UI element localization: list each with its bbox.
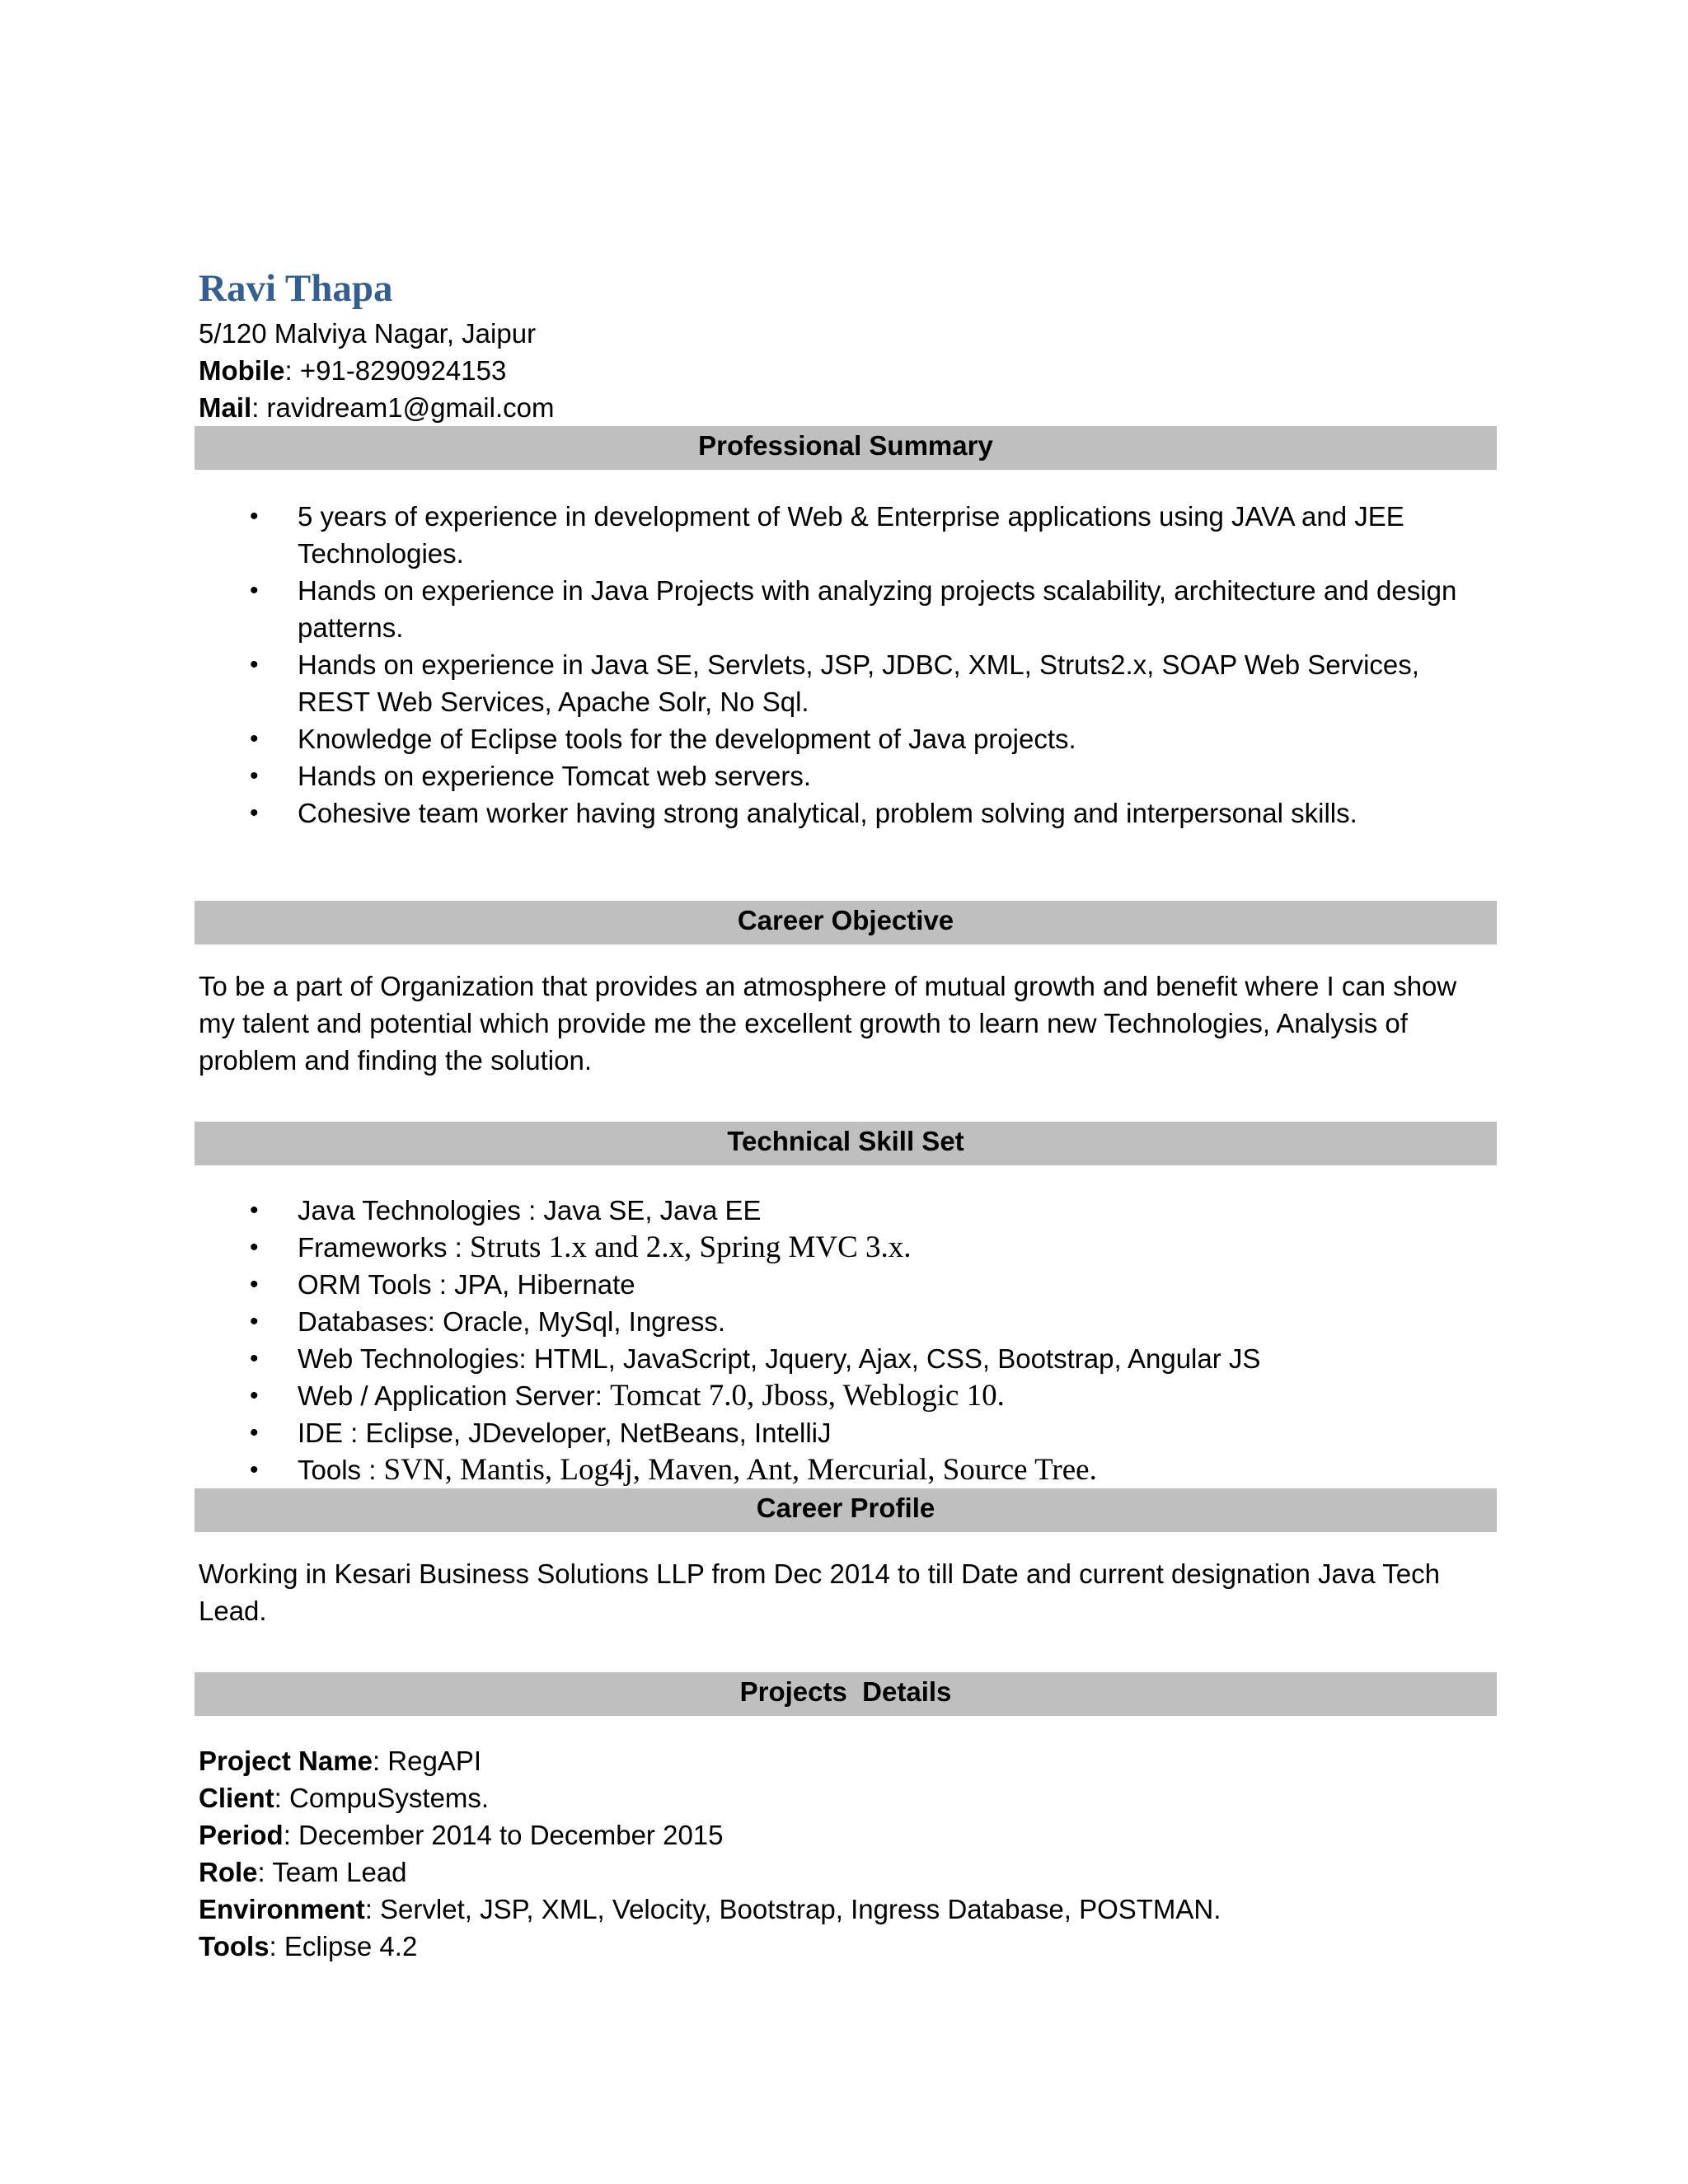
address-line: 5/120 Malviya Nagar, Jaipur xyxy=(199,318,537,349)
field-label: Role xyxy=(199,1857,258,1887)
client-line xyxy=(199,1779,1493,1816)
bullet-icon: • xyxy=(250,503,259,530)
skill-value: SVN, Mantis, Log4j, Maven, Ant, Mercurial, Source Tree. xyxy=(383,1453,1097,1487)
tools-line xyxy=(199,1928,1493,1965)
skill-label: Tools : xyxy=(298,1455,384,1485)
bullet-icon: • xyxy=(250,1308,259,1335)
skill-label: ORM Tools : xyxy=(298,1269,455,1300)
candidate-name: Ravi Thapa xyxy=(199,267,393,310)
skill-value: Tomcat 7.0, Jboss, Weblogic 10. xyxy=(610,1379,1005,1413)
list-item xyxy=(199,1451,1493,1488)
bullet-icon: • xyxy=(250,1456,259,1483)
field-value: : Team Lead xyxy=(257,1857,407,1887)
skill-value: JPA, Hibernate xyxy=(454,1269,635,1300)
section-technical-skills: Technical Skill Set xyxy=(195,1122,1497,1165)
summary-text: Hands on experience in Java Projects with analyzing projects scalability, architecture and design patterns. xyxy=(298,575,1457,643)
skill-value: Struts 1.x and 2.x, Spring MVC 3.x. xyxy=(470,1230,912,1264)
bullet-icon: • xyxy=(250,1419,259,1446)
skill-value: HTML, JavaScript, Jquery, Ajax, CSS, Bootstrap, Angular JS xyxy=(533,1343,1261,1374)
field-value: : Servlet, JSP, XML, Velocity, Bootstrap, Ingress Database, POSTMAN. xyxy=(364,1894,1221,1924)
section-career-profile: Career Profile xyxy=(195,1488,1497,1532)
project-fields xyxy=(199,1742,1493,1965)
skill-label: Frameworks : xyxy=(298,1232,471,1263)
career-objective-text: To be a part of Organization that provides an atmosphere of mutual growth and benefit where I can show my talent and potential which provide me the excellent growth to learn new Technologies, Analysis of problem and finding the solution. xyxy=(199,971,1457,1076)
skill-value: Eclipse, JDeveloper, NetBeans, IntelliJ xyxy=(365,1418,832,1448)
bullet-icon: • xyxy=(250,577,259,604)
bullet-icon: • xyxy=(250,1234,259,1261)
mail-line xyxy=(199,389,1493,426)
summary-text: Hands on experience in Java SE, Servlets, JSP, JDBC, XML, Struts2.x, SOAP Web Services, REST Web Services, Apache Solr, No Sql. xyxy=(298,649,1419,717)
list-item xyxy=(199,1229,1493,1266)
skill-value: Oracle, MySql, Ingress. xyxy=(443,1306,726,1337)
technical-skills-list xyxy=(199,1192,1493,1488)
summary-text: Cohesive team worker having strong analytical, problem solving and interpersonal skills. xyxy=(298,798,1357,828)
field-label: Project Name xyxy=(199,1746,373,1776)
field-value: : RegAPI xyxy=(372,1746,482,1776)
list-item xyxy=(199,1414,1493,1451)
list-item xyxy=(199,720,1493,757)
skill-label: Web Technologies: xyxy=(298,1343,534,1374)
bullet-icon: • xyxy=(250,725,259,752)
list-item xyxy=(199,1192,1493,1229)
bullet-icon: • xyxy=(250,1345,259,1372)
skill-value: Java SE, Java EE xyxy=(543,1195,762,1226)
bullet-icon: • xyxy=(250,1271,259,1298)
section-projects-details: Projects Details xyxy=(195,1672,1497,1716)
mail-label: Mail xyxy=(199,392,252,423)
mobile-line xyxy=(199,352,1493,389)
section-professional-summary: Professional Summary xyxy=(195,426,1497,470)
skill-label: Java Technologies : xyxy=(298,1195,544,1226)
skill-label: Databases: xyxy=(298,1306,443,1337)
bullet-icon: • xyxy=(250,799,259,827)
list-item xyxy=(199,498,1493,572)
bullet-icon: • xyxy=(250,651,259,678)
list-item xyxy=(199,1303,1493,1340)
list-item xyxy=(199,646,1493,720)
bullet-icon: • xyxy=(250,1382,259,1409)
list-item xyxy=(199,1377,1493,1414)
mail-value: : ravidream1@gmail.com xyxy=(251,392,555,423)
mobile-value: : +91-8290924153 xyxy=(284,355,507,386)
field-value: : CompuSystems. xyxy=(274,1783,490,1813)
role-line xyxy=(199,1854,1493,1891)
professional-summary-list xyxy=(199,498,1493,832)
bullet-icon: • xyxy=(250,1197,259,1224)
field-label: Client xyxy=(199,1783,274,1813)
skill-label: Web / Application Server: xyxy=(298,1380,611,1411)
resume-content xyxy=(199,262,1493,1965)
field-value: : Eclipse 4.2 xyxy=(269,1931,418,1961)
summary-text: 5 years of experience in development of Web & Enterprise applications using JAVA and JEE Technologies. xyxy=(298,501,1404,569)
mobile-label: Mobile xyxy=(199,355,285,386)
list-item xyxy=(199,572,1493,646)
list-item xyxy=(199,794,1493,832)
section-career-objective: Career Objective xyxy=(195,901,1497,944)
environment-line xyxy=(199,1891,1493,1928)
project-name-line xyxy=(199,1742,1493,1779)
field-label: Tools xyxy=(199,1931,270,1961)
skill-label: IDE : xyxy=(298,1418,366,1448)
field-label: Environment xyxy=(199,1894,365,1924)
summary-text: Hands on experience Tomcat web servers. xyxy=(298,761,812,791)
career-profile-text: Working in Kesari Business Solutions LLP from Dec 2014 to till Date and current designation Java Tech Lead. xyxy=(199,1558,1440,1626)
list-item xyxy=(199,1266,1493,1303)
period-line xyxy=(199,1816,1493,1854)
field-value: : December 2014 to December 2015 xyxy=(283,1820,724,1850)
list-item xyxy=(199,1340,1493,1377)
list-item xyxy=(199,757,1493,794)
summary-text: Knowledge of Eclipse tools for the development of Java projects. xyxy=(298,724,1076,754)
bullet-icon: • xyxy=(250,762,259,790)
field-label: Period xyxy=(199,1820,284,1850)
